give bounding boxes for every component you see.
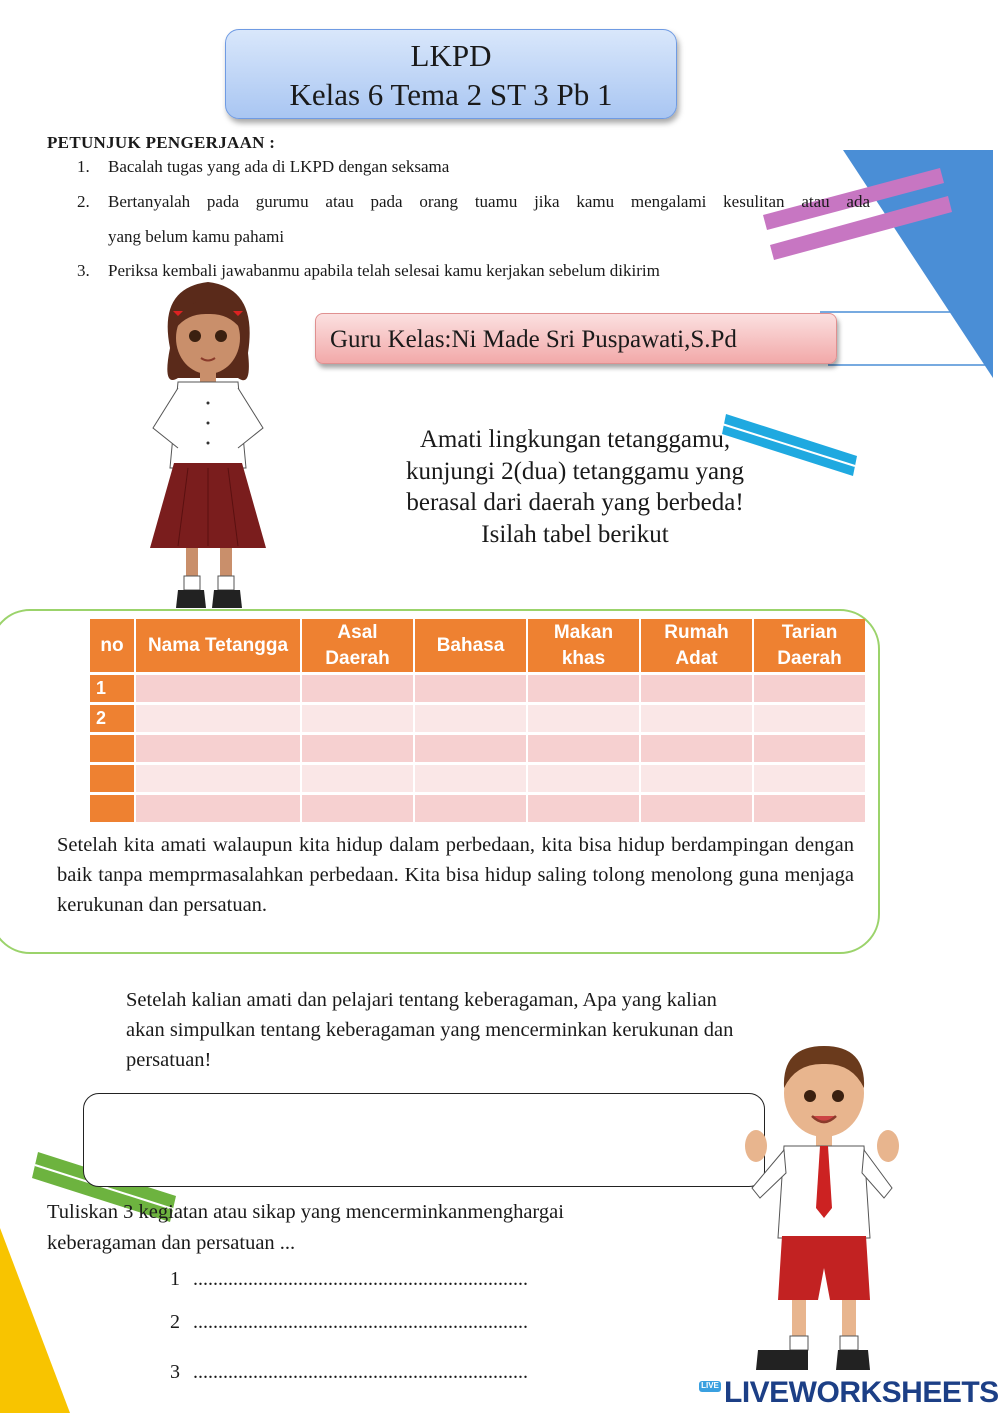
answer-line-2[interactable]: [170, 1311, 528, 1334]
asal-daerah-input[interactable]: [302, 735, 413, 762]
asal-daerah-input[interactable]: [302, 795, 413, 822]
tarian-daerah-input[interactable]: [754, 795, 865, 822]
header-rumah-adat: Rumah Adat: [641, 619, 752, 672]
title-line1: LKPD: [410, 38, 492, 73]
row-number: [90, 765, 134, 792]
makan-khas-input[interactable]: [528, 765, 639, 792]
tarian-daerah-input[interactable]: [754, 705, 865, 732]
step-number: 2.: [77, 192, 90, 211]
title-line2: Kelas 6 Tema 2 ST 3 Pb 1: [289, 77, 613, 112]
boy-student-illustration: [742, 1038, 902, 1383]
answer-line-dots: ...................................................................: [193, 1311, 528, 1333]
row-number: 1: [90, 675, 134, 702]
instruction-line: berasal dari daerah yang berbeda!: [406, 489, 744, 516]
header-asal-daerah: Asal Daerah: [302, 619, 413, 672]
answer-line-1[interactable]: [170, 1268, 528, 1291]
step-text: Bertanyalah pada gurumu atau pada orang tuamu jika kamu mengalami kesulitan atau ada: [108, 192, 870, 211]
table-row: [90, 795, 865, 822]
answer-line-number: 2: [170, 1311, 180, 1333]
header-bahasa: Bahasa: [415, 619, 526, 672]
nama-tetangga-input[interactable]: [136, 675, 300, 702]
rumah-adat-input[interactable]: [641, 735, 752, 762]
step-number: 1.: [77, 157, 90, 176]
header-no: no: [90, 619, 134, 672]
instruction-line: kunjungi 2(dua) tetanggamu yang: [405, 457, 745, 485]
petunjuk-heading: PETUNJUK PENGERJAAN :: [47, 133, 276, 152]
bahasa-input[interactable]: [415, 705, 526, 732]
step-number: 3.: [77, 261, 90, 280]
makan-khas-input[interactable]: [528, 705, 639, 732]
step-text: Periksa kembali jawabanmu apabila telah selesai kamu kerjakan sebelum dikirim: [108, 261, 660, 280]
header-tarian-daerah: Tarian Daerah: [754, 619, 865, 672]
step-text: Bacalah tugas yang ada di LKPD dengan seksama: [108, 157, 450, 176]
girl-student-illustration: [148, 278, 268, 618]
answer-line-3[interactable]: [170, 1361, 528, 1384]
rumah-adat-input[interactable]: [641, 765, 752, 792]
bahasa-input[interactable]: [415, 735, 526, 762]
table-row: [90, 765, 865, 792]
activity-prompt-line: Tuliskan 3 kegiatan atau sikap yang mencerminkanmenghargai: [47, 1201, 564, 1223]
teacher-name-box: Guru Kelas:Ni Made Sri Puspawati,S.Pd: [315, 313, 837, 364]
nama-tetangga-input[interactable]: [136, 705, 300, 732]
bahasa-input[interactable]: [415, 765, 526, 792]
summary-paragraph: Setelah kita amati walaupun kita hidup dalam perbedaan, kita bisa hidup berdampingan dengan baik tanpa memprmasalahkan perbedaan. Kita bisa hidup saling tolong menolong guna menjaga kerukunan dan persatuan.: [57, 834, 854, 916]
table-row: [90, 675, 865, 702]
activity-prompt-line: keberagaman dan persatuan ...: [47, 1232, 296, 1254]
makan-khas-input[interactable]: [528, 675, 639, 702]
bahasa-input[interactable]: [415, 795, 526, 822]
answer-line-number: 1: [170, 1268, 180, 1290]
nama-tetangga-input[interactable]: [136, 735, 300, 762]
question-text: Setelah kalian amati dan pelajari tentang keberagaman, Apa yang kalian akan simpulkan tentang keberagaman yang mencerminkan kerukunan dan persatuan!: [126, 989, 734, 1071]
nama-tetangga-input[interactable]: [136, 765, 300, 792]
answer-line-number: 3: [170, 1361, 180, 1383]
title-box: [225, 29, 677, 119]
rumah-adat-input[interactable]: [641, 795, 752, 822]
step-text-cont: yang belum kamu pahami: [108, 227, 285, 246]
neighbor-table: [88, 616, 867, 825]
row-number: [90, 735, 134, 762]
instruction-line: Isilah tabel berikut: [481, 520, 669, 548]
tarian-daerah-input[interactable]: [754, 675, 865, 702]
header-makan-khas: Makan khas: [528, 619, 639, 672]
asal-daerah-input[interactable]: [302, 675, 413, 702]
header-nama-tetangga: Nama Tetangga: [136, 619, 300, 672]
bahasa-input[interactable]: [415, 675, 526, 702]
liveworksheets-badge-icon: [699, 1381, 721, 1407]
liveworksheets-logo: [724, 1376, 999, 1410]
table-row: [90, 705, 865, 732]
rumah-adat-input[interactable]: [641, 705, 752, 732]
nama-tetangga-input[interactable]: [136, 795, 300, 822]
activity-prompt: [47, 1197, 687, 1259]
brand-text: LIVEWORKSHEETS: [724, 1376, 999, 1409]
tarian-daerah-input[interactable]: [754, 735, 865, 762]
makan-khas-input[interactable]: [528, 735, 639, 762]
answer-line-dots: ...................................................................: [193, 1268, 528, 1290]
row-number: 2: [90, 705, 134, 732]
table-header-row: [90, 619, 865, 672]
table-row: [90, 735, 865, 762]
asal-daerah-input[interactable]: [302, 765, 413, 792]
conclusion-answer-box[interactable]: [83, 1093, 765, 1187]
tarian-daerah-input[interactable]: [754, 765, 865, 792]
rumah-adat-input[interactable]: [641, 675, 752, 702]
makan-khas-input[interactable]: [528, 795, 639, 822]
instruction-text: [380, 424, 770, 550]
instruction-line: Amati lingkungan tetanggamu,: [419, 426, 731, 453]
badge-text: LIVE: [699, 1381, 721, 1392]
asal-daerah-input[interactable]: [302, 705, 413, 732]
row-number: [90, 795, 134, 822]
answer-line-dots: ...................................................................: [193, 1361, 528, 1383]
